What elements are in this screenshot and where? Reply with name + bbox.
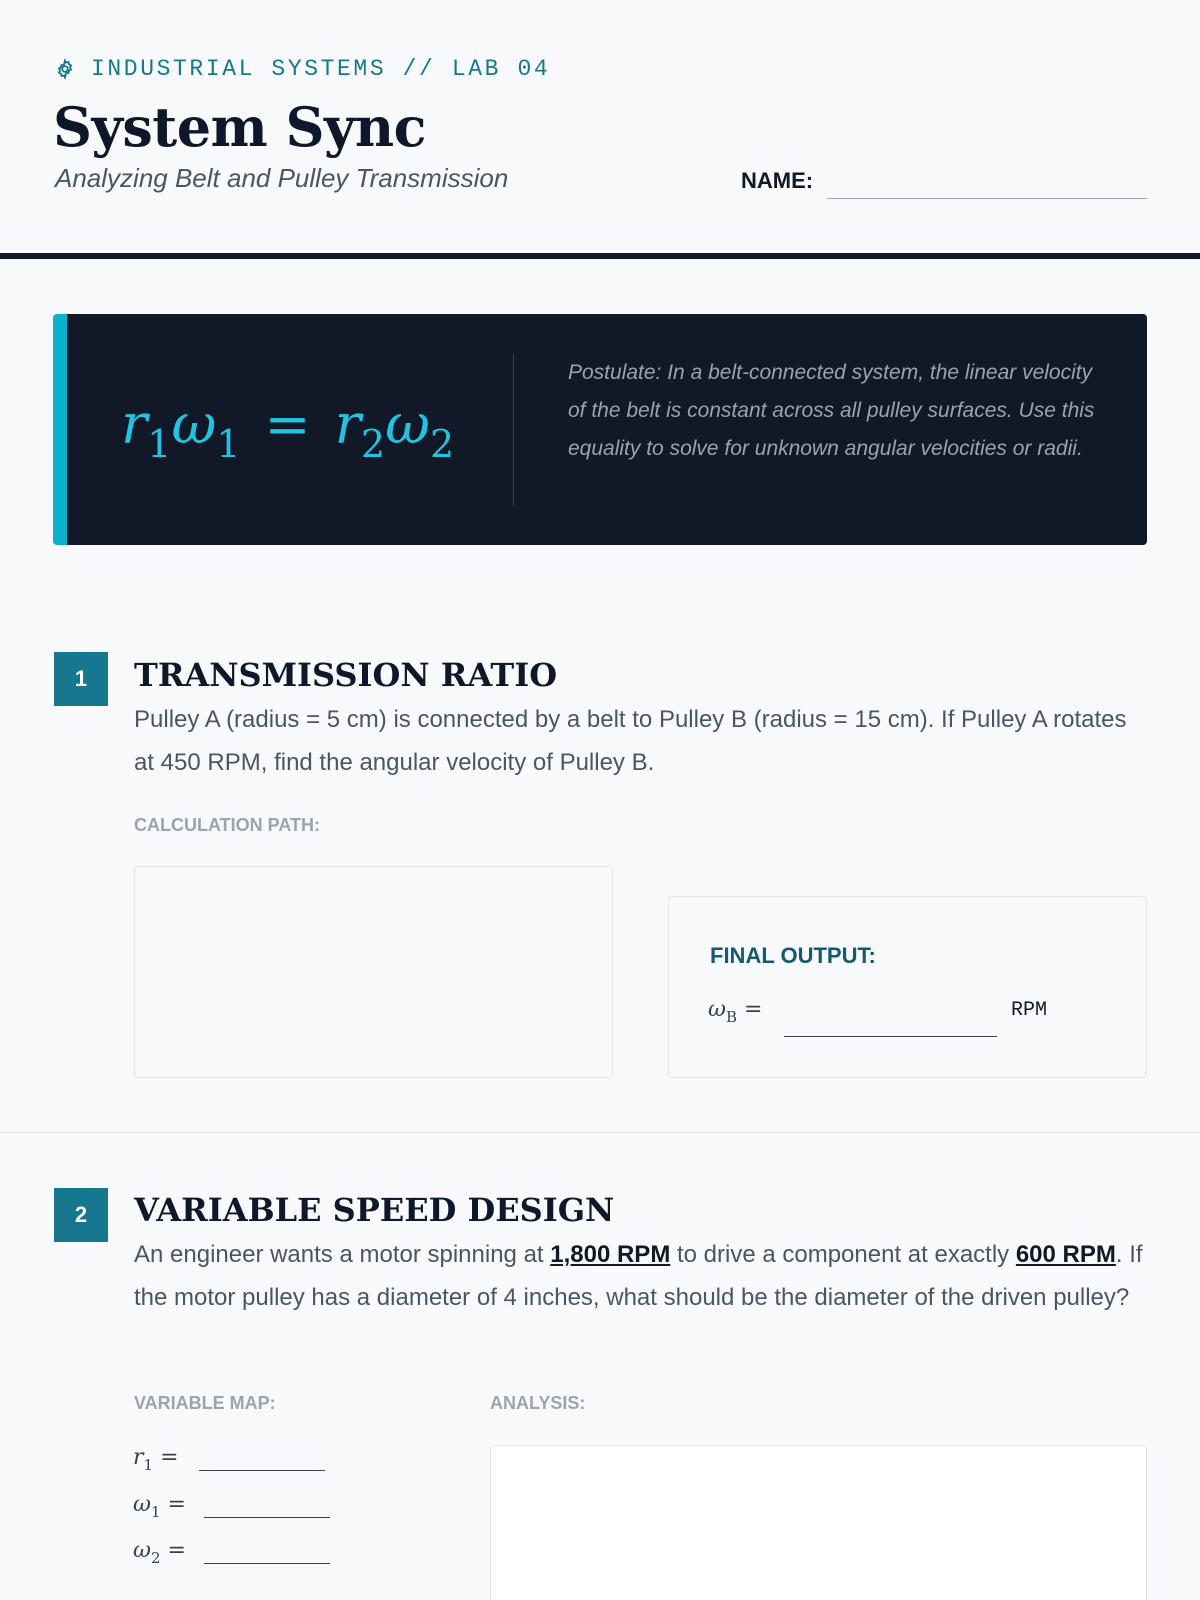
kicker: [54, 56, 550, 82]
omega-b-answer-line[interactable]: [784, 1036, 997, 1037]
gear-icon: [54, 58, 76, 80]
calculation-path-label: CALCULATION PATH:: [134, 815, 320, 835]
section-title: TRANSMISSION RATIO: [134, 656, 558, 694]
problem-text: Pulley A (radius = 5 cm) is connected by a belt to Pulley B (radius = 15 cm). If Pulley A rotates at 450 RPM, find the angular velocity of Pulley B.: [134, 706, 1127, 776]
analysis-work-area[interactable]: [490, 1445, 1147, 1600]
section-number-badge: 2: [54, 1188, 108, 1242]
postulate-banner: [53, 314, 1147, 545]
page-header: [0, 0, 1200, 259]
calculation-work-area[interactable]: [134, 866, 613, 1078]
variable-r1: $r_1$ =: [133, 1445, 179, 1474]
formula-omega1: $\omega_1$: [171, 392, 241, 466]
page-title: System Sync: [53, 95, 427, 159]
variable-omega1-answer-line[interactable]: [204, 1517, 330, 1518]
section-title: VARIABLE SPEED DESIGN: [134, 1191, 615, 1229]
postulate-text: Postulate: In a belt-connected system, the linear velocity of the belt is constant across all pulley surfaces. Use this equality to solve for unknown angular velocities or radii.: [568, 361, 1095, 460]
page-subtitle: Analyzing Belt and Pulley Transmission: [55, 163, 509, 193]
formula-equals: =: [264, 392, 311, 456]
belt-formula: [121, 392, 454, 466]
variable-omega1: $\omega_1$ =: [133, 1492, 186, 1521]
unit-label: RPM: [1011, 999, 1048, 1022]
formula-r2: $r_2$: [334, 392, 386, 466]
component-speed-highlight: 600 RPM: [1015, 1241, 1116, 1268]
section-number-badge: 1: [54, 652, 108, 706]
kicker-text: INDUSTRIAL SYSTEMS // LAB 04: [91, 56, 551, 82]
motor-speed-highlight: 1,800 RPM: [550, 1241, 671, 1268]
final-output-box: [668, 896, 1147, 1078]
problem-text: An engineer wants a motor spinning at 1,800 RPM to drive a component at exactly 600 RPM. If the motor pulley has a diameter of 4 inches, what should be the diameter of the driven pulley?: [134, 1241, 1143, 1311]
name-label: NAME:: [741, 168, 814, 193]
section-divider: [0, 1132, 1200, 1133]
formula-r1: $r_1$: [121, 392, 172, 466]
final-output-title: FINAL OUTPUT:: [710, 943, 876, 968]
variable-r1-answer-line[interactable]: [199, 1470, 325, 1471]
variable-omega2-answer-line[interactable]: [204, 1563, 330, 1564]
formula-omega2: $\omega_2$: [385, 392, 455, 466]
variable-omega2: $\omega_2$ =: [133, 1538, 186, 1567]
variable-map-label: VARIABLE MAP:: [134, 1393, 276, 1413]
name-answer-line[interactable]: [827, 198, 1147, 199]
omega-b-label: $\omega_B$ =: [708, 997, 763, 1026]
analysis-label: ANALYSIS:: [490, 1393, 586, 1413]
banner-divider: [513, 354, 514, 506]
